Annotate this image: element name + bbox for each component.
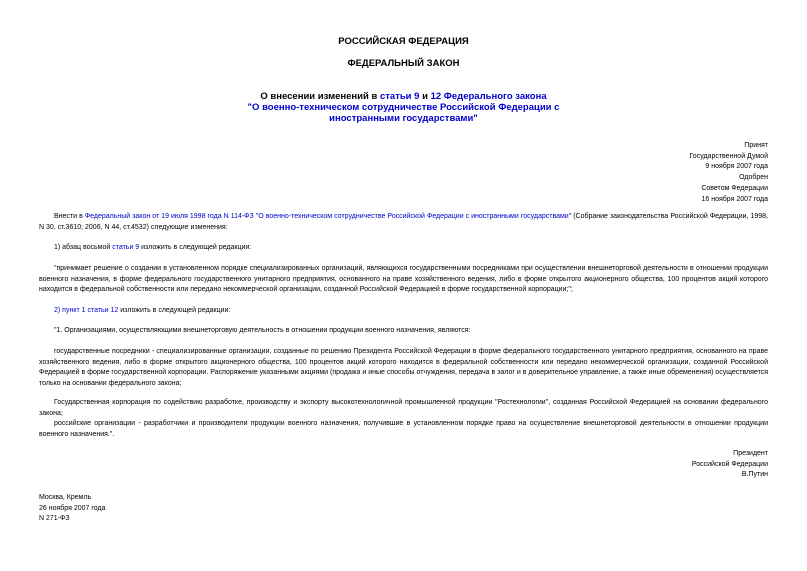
footer-block bbox=[39, 493, 105, 525]
country-heading: РОССИЙСКАЯ ФЕДЕРАЦИЯ bbox=[338, 36, 469, 47]
footer-date: 26 ноября 2007 года bbox=[39, 504, 106, 512]
federal-law-link[interactable]: Федеральный закон от 19 июля 1998 года N 114-ФЗ "О военно-техническом сотрудничестве Российской Федерации с иностранными государствами" bbox=[84, 213, 572, 220]
item-1: 1) абзац восьмой статьи 9 изложить в следующей редакции: bbox=[54, 244, 252, 251]
doc-type-heading: ФЕДЕРАЛЬНЫЙ ЗАКОН bbox=[347, 58, 460, 69]
title-line-2[interactable]: "О военно-техническом сотрудничестве Российской Федерации с bbox=[247, 102, 560, 113]
signature-block: Президент Российской Федерации В.Путин bbox=[691, 450, 768, 478]
quote-2: "1. Организациями, осуществляющими внешнеторговую деятельность в отношении продукции военного назначения, являются: bbox=[54, 327, 471, 334]
law-title bbox=[0, 91, 807, 124]
title-line-3[interactable]: иностранными государствами" bbox=[329, 113, 478, 124]
quote-1: "принимает решение о создании в установленном порядке специализированных организаций, являющихся государственными посредниками при осуществлении внешнеторговой деятельности в отношении продукции военного назначения, в форме федерального государственного унитарного предприятия, основанного на праве хозяйственного ведения, либо в форме открытого акционерного общества, 100 процентов акций которого находится в федеральной собственности или передано некоммерческой организации, созданной Российской Федерацией в форме государственной корпорации;"; bbox=[39, 265, 768, 293]
article-9-link[interactable]: статьи 9 bbox=[112, 244, 140, 251]
footer-place: Москва, Кремль bbox=[39, 494, 92, 501]
paragraph-rostechnologies: Государственная корпорация по содействию разработке, производству и экспорту высокотехнологичной промышленной продукции "Ростехнологии", созданная Российской Федерацией на основании федерального закона; bbox=[39, 399, 768, 417]
title-line-1: О внесении изменений в статьи 9 и 12 Федерального закона bbox=[260, 91, 547, 102]
paragraph-state-intermediaries: государственные посредники - специализированные организации, созданные по решению Президента Российской Федерации в форме федерального государственного унитарного предприятия, основанного на праве хозяйственного ведения, либо в форме открытого акционерного общества, 100 процентов акций которого находится в федеральной собственности или передано некоммерческой организации, созданной Российской Федерацией в форме государственной корпорации. Распоряжение указанными акциями (продажа и иные способы отчуждения, передача в залог и в доверительное управление, а также иные обременения) осуществляется только на основании федерального закона; bbox=[39, 348, 768, 387]
title-link-article-9[interactable]: статьи 9 bbox=[379, 91, 420, 102]
article-12-link[interactable]: 2) пункт 1 статьи 12 bbox=[54, 307, 119, 314]
title-link-article-12[interactable]: 12 Федерального закона bbox=[430, 91, 547, 102]
footer-number: N 271-ФЗ bbox=[39, 515, 70, 522]
paragraph-russian-organizations: российские организации - разработчики и производители продукции военного назначения, получившие в установленном порядке право на осуществление внешнеторговой деятельности в отношении продукции военного назначения.". bbox=[39, 420, 768, 438]
intro-paragraph: Внести в Федеральный закон от 19 июля 1998 года N 114-ФЗ "О военно-техническом сотрудничестве Российской Федерации с иностранными государствами" (Собрание законодательства Российской Федерации, 1998, N 30, ст.3610; 2006, N 44, ст.4532) следующие изменения: bbox=[39, 213, 768, 231]
adoption-block: Принят Государственной Думой 9 ноября 2007 года Одобрен Советом Федерации 16 ноября 2007 года bbox=[689, 142, 768, 203]
item-2: 2) пункт 1 статьи 12 изложить в следующей редакции: bbox=[54, 307, 231, 314]
